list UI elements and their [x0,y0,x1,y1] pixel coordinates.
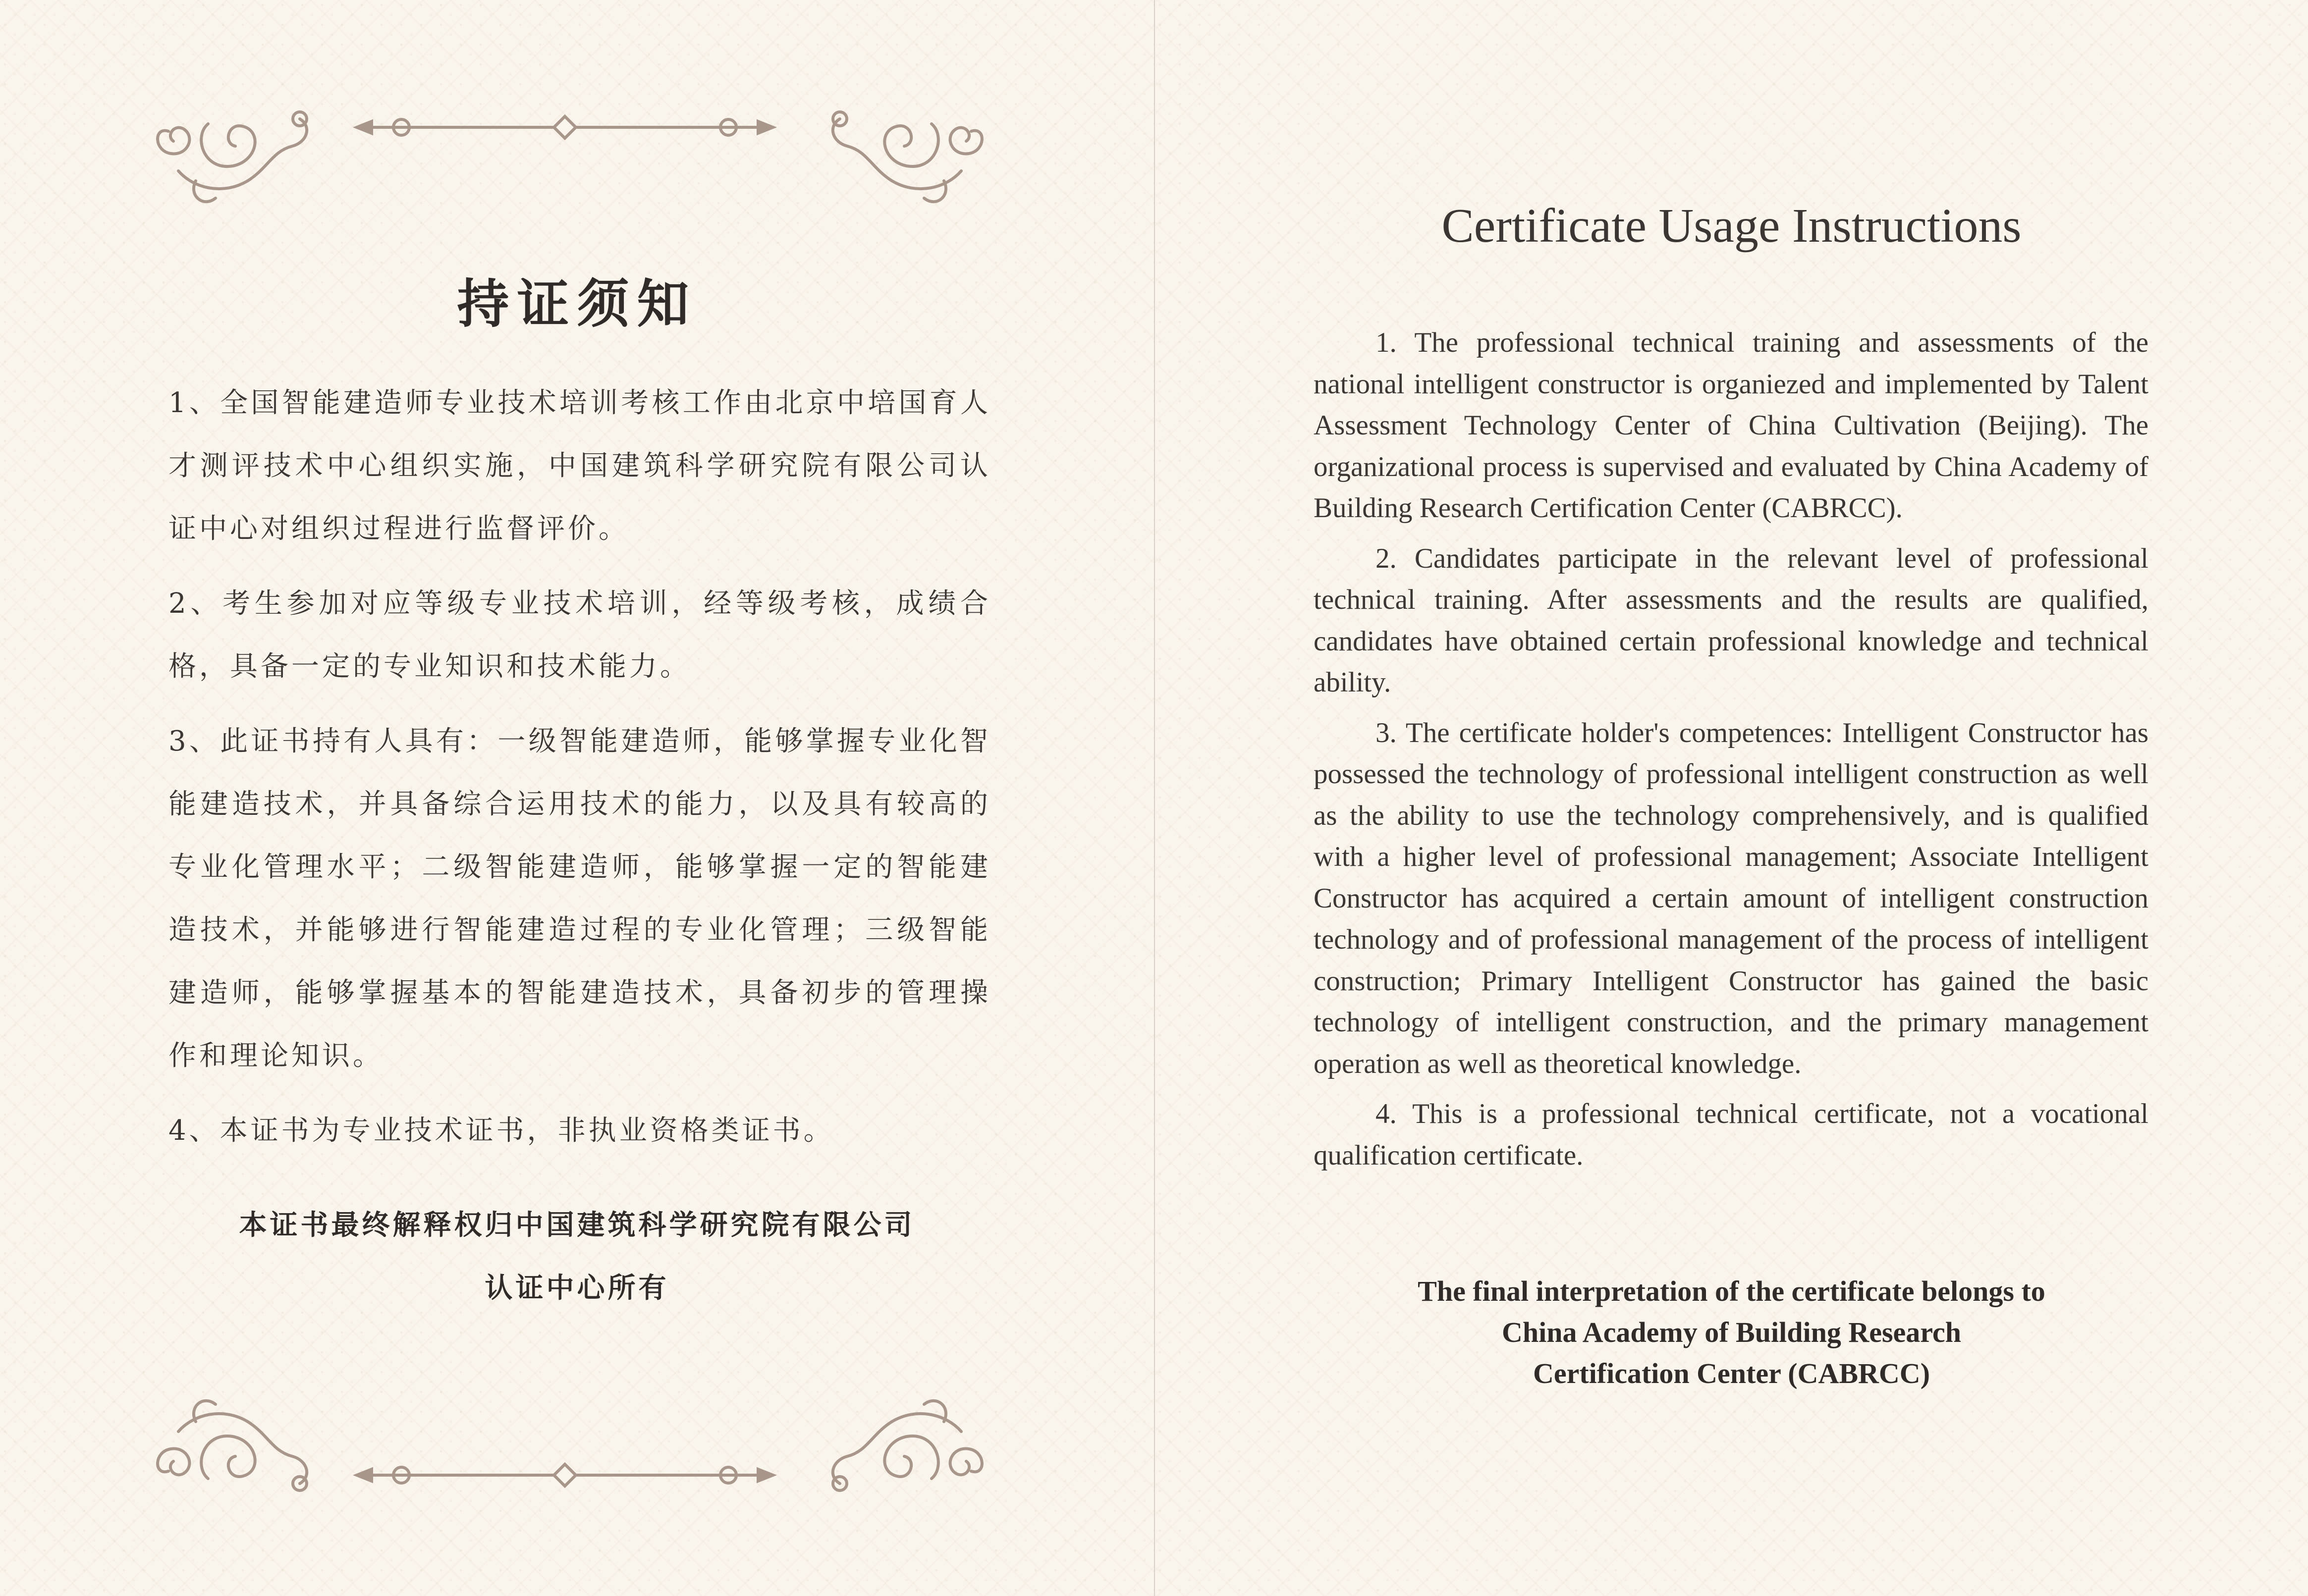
notice-item: 1. The professional technical training and assessments of the national intelligent constructor is organiezed and implemented by Talent Assessment Technology Center of China Cultivation (Beijing). The organizational process is supervised and evaluated by China Academy of Building Research Certification Center (CABRCC). [1314,327,2148,524]
footer-line: 认证中心所有 [485,1272,669,1304]
notice-list-en [1314,322,2148,1185]
footer-line: Certification Center (CABRCC) [1533,1357,1930,1389]
bottom-ornament [149,1397,991,1511]
notice-item: 2. Candidates participate in the relevant level of professional technical training. After assessments and the results are qualified, candidates have obtained certain professional knowledge and technical ability. [1314,542,2148,698]
footer-en [1155,1271,2308,1394]
footer-cn [0,1194,1154,1320]
notice-item: 4、本证书为专业技术证书，非执业资格类证书。 [168,1115,834,1147]
notice-item: 4. This is a professional technical certificate, not a vocational qualification certificate. [1314,1098,2148,1171]
top-ornament [149,97,991,211]
notice-item: 1、全国智能建造师专业技术培训考核工作由北京中培国育人才测评技术中心组织实施，中国建筑科学研究院有限公司认证中心对组织过程进行监督评价。 [168,387,991,545]
footer-line: 本证书最终解释权归中国建筑科学研究院有限公司 [239,1209,915,1241]
page-title-cn: 持证须知 [457,273,697,334]
footer-line: China Academy of Building Research [1501,1316,1961,1348]
footer-line: The final interpretation of the certificate belongs to [1418,1275,2045,1307]
notice-list-cn [168,372,991,1174]
notice-item: 2、考生参加对应等级专业技术培训，经等级考核，成绩合格，具备一定的专业知识和技术能力。 [168,587,991,683]
page-title-en: Certificate Usage Instructions [1441,199,2022,253]
notice-item: 3、此证书持有人具有：一级智能建造师，能够掌握专业化智能建造技术，并具备综合运用技术的能力，以及具有较高的专业化管理水平；二级智能建造师，能够掌握一定的智能建造技术，并能够进行智能建造过程的专业化管理；三级智能建造师，能够掌握基本的智能建造技术，具备初步的管理操作和理论知识。 [168,725,991,1072]
notice-item: 3. The certificate holder's competences: Intelligent Constructor has possessed the technology of professional intelligent construction as well as the ability to use the technology comprehensively, and is qualified with a higher level of professional management; Associate Intelligent Constructor has acquired a certain amount of intelligent construction technology and of professional management of the process of intelligent construction; Primary Intelligent Constructor has gained the basic technology of intelligent construction, and the primary management operation as well as theoretical knowledge. [1314,717,2148,1079]
right-page [1155,0,2308,1596]
